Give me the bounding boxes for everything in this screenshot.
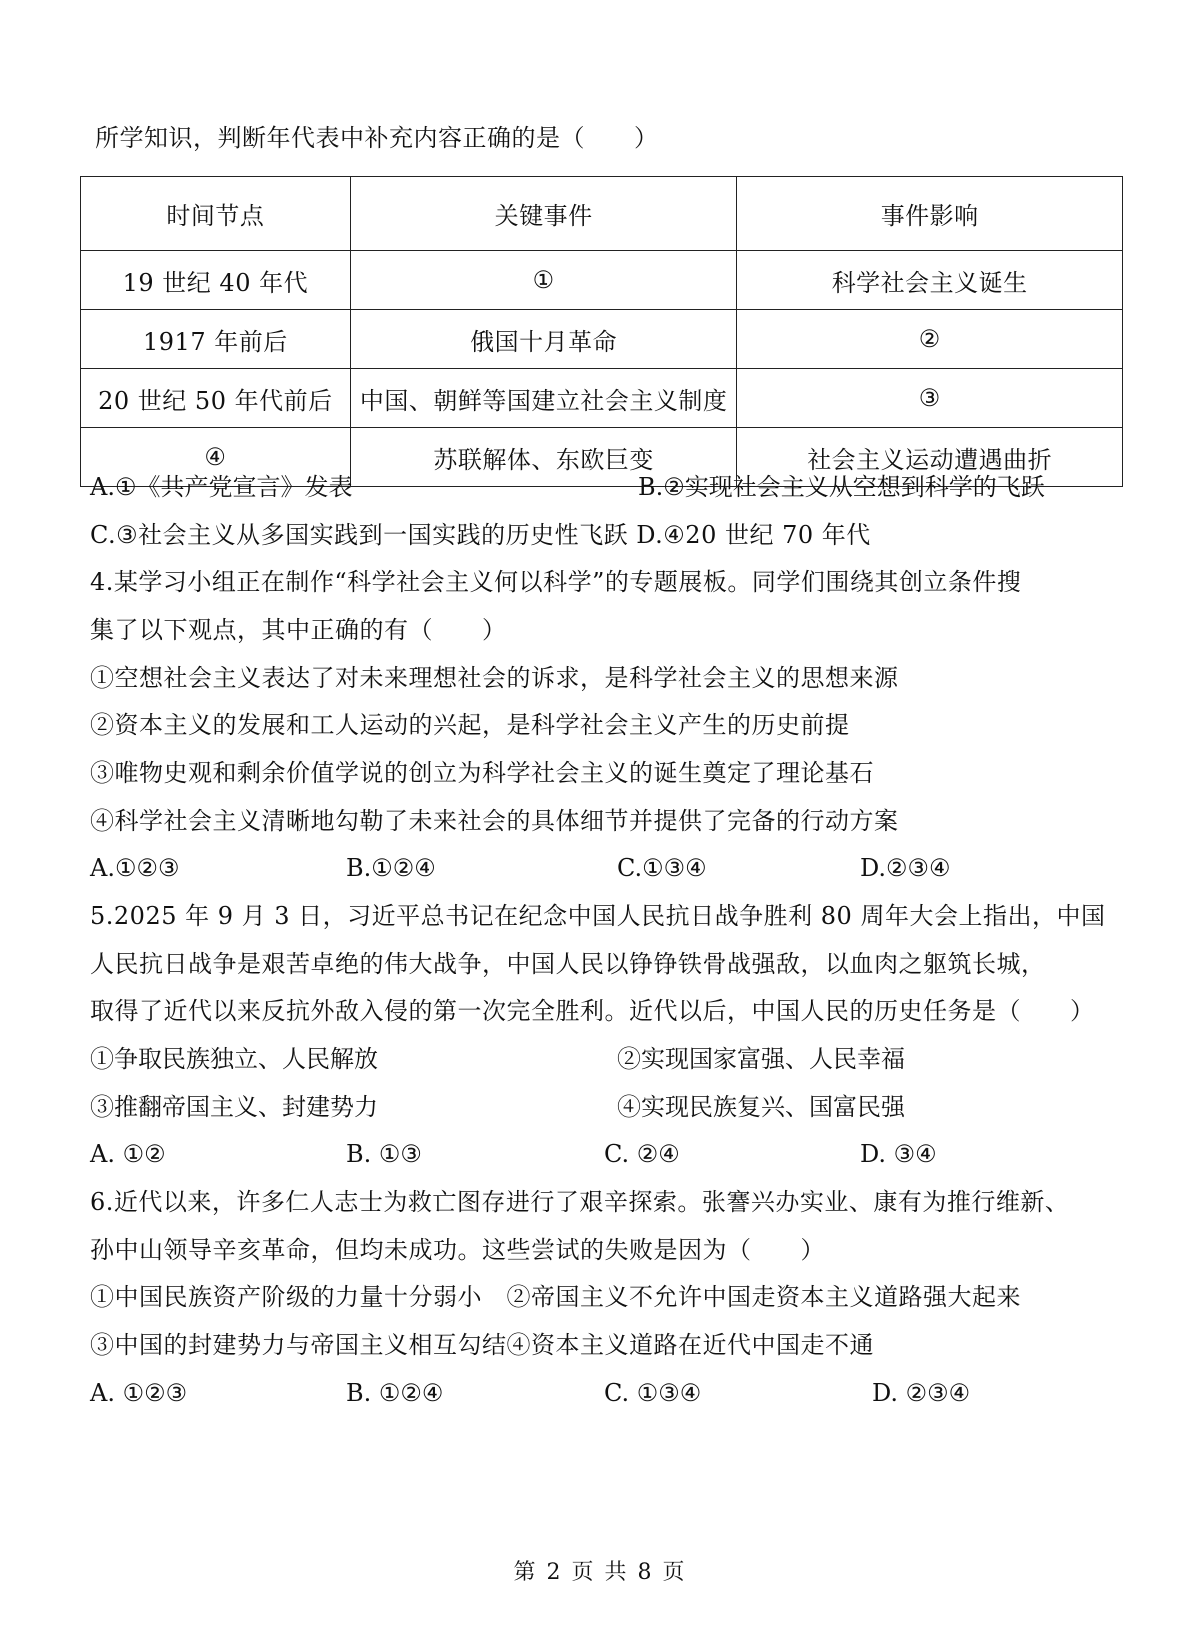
q4-statement: ④科学社会主义清晰地勾勒了未来社会的具体细节并提供了完备的行动方案 xyxy=(90,807,899,835)
q4-option-c: C.①③④ xyxy=(617,854,707,882)
q5-option-a: A. ①② xyxy=(90,1140,166,1168)
q4-stem: 4.某学习小组正在制作“科学社会主义何以科学”的专题展板。同学们围绕其创立条件搜 xyxy=(90,568,1022,596)
table-row xyxy=(81,251,1123,310)
table-cell: ④ xyxy=(81,428,351,487)
table-cell: ③ xyxy=(737,369,1123,428)
table-cell: 科学社会主义诞生 xyxy=(737,251,1123,310)
table-cell: ① xyxy=(350,251,737,310)
q5-stem: 人民抗日战争是艰苦卓绝的伟大战争，中国人民以铮铮铁骨战强敌，以血肉之躯筑长城， xyxy=(90,950,1046,978)
page-number: 第 2 页 共 8 页 xyxy=(513,1560,687,1585)
q6-option-a: A. ①②③ xyxy=(90,1379,188,1407)
q5-stem: 取得了近代以来反抗外敌入侵的第一次完全胜利。近代以后，中国人民的历史任务是（ ） xyxy=(90,997,1095,1025)
table-header-cell: 关键事件 xyxy=(350,177,737,251)
q5-option-c: C. ②④ xyxy=(604,1140,680,1168)
q4-statement: ③唯物史观和剩余价值学说的创立为科学社会主义的诞生奠定了理论基石 xyxy=(90,759,874,787)
table-cell: 社会主义运动遭遇曲折 xyxy=(737,428,1123,487)
q3-option-b: B.②实现社会主义从空想到科学的飞跃 xyxy=(638,473,1045,501)
table-cell: 中国、朝鲜等国建立社会主义制度 xyxy=(350,369,737,428)
q6-option-b: B. ①②④ xyxy=(346,1379,444,1407)
q5-statement: ②实现国家富强、人民幸福 xyxy=(617,1045,905,1073)
q5-statement: ①争取民族独立、人民解放 xyxy=(90,1045,378,1073)
table-cell: 19 世纪 40 年代 xyxy=(81,251,351,310)
q4-statement: ①空想社会主义表达了对未来理想社会的诉求，是科学社会主义的思想来源 xyxy=(90,664,899,692)
table-cell: ② xyxy=(737,310,1123,369)
table-row xyxy=(81,310,1123,369)
q4-option-a: A.①②③ xyxy=(90,854,180,882)
q3-stem-tail: 所学知识，判断年代表中补充内容正确的是（ ） xyxy=(95,124,659,152)
q5-stem: 5.2025 年 9 月 3 日，习近平总书记在纪念中国人民抗日战争胜利 80 周年大会上指出，中国 xyxy=(90,902,1106,930)
q6-option-c: C. ①③④ xyxy=(604,1379,702,1407)
table-cell: 俄国十月革命 xyxy=(350,310,737,369)
q3-option-cd: C.③社会主义从多国实践到一国实践的历史性飞跃 D.④20 世纪 70 年代 xyxy=(90,521,871,549)
q6-stem: 6.近代以来，许多仁人志士为救亡图存进行了艰辛探索。张謇兴办实业、康有为推行维新、 xyxy=(90,1188,1070,1216)
q5-statement: ④实现民族复兴、国富民强 xyxy=(617,1093,905,1121)
q6-statement: ③中国的封建势力与帝国主义相互勾结④资本主义道路在近代中国走不通 xyxy=(90,1331,874,1359)
q5-option-d: D. ③④ xyxy=(860,1140,937,1168)
q5-option-b: B. ①③ xyxy=(346,1140,422,1168)
table-header-row xyxy=(81,177,1123,251)
table-row xyxy=(81,369,1123,428)
timeline-table xyxy=(80,176,1123,487)
q6-statement: ①中国民族资产阶级的力量十分弱小 ②帝国主义不允许中国走资本主义道路强大起来 xyxy=(90,1283,1021,1311)
table-cell: 20 世纪 50 年代前后 xyxy=(81,369,351,428)
table-header-cell: 时间节点 xyxy=(81,177,351,251)
table-cell: 1917 年前后 xyxy=(81,310,351,369)
q5-statement: ③推翻帝国主义、封建势力 xyxy=(90,1093,378,1121)
q4-statement: ②资本主义的发展和工人运动的兴起，是科学社会主义产生的历史前提 xyxy=(90,711,850,739)
table-cell: 苏联解体、东欧巨变 xyxy=(350,428,737,487)
table-header-cell: 事件影响 xyxy=(737,177,1123,251)
q4-option-b: B.①②④ xyxy=(346,854,436,882)
q4-option-d: D.②③④ xyxy=(860,854,951,882)
q6-option-d: D. ②③④ xyxy=(872,1379,971,1407)
q6-stem: 孙中山领导辛亥革命，但均未成功。这些尝试的失败是因为（ ） xyxy=(90,1236,825,1264)
q3-option-a: A.①《共产党宣言》发表 xyxy=(90,473,353,501)
q4-stem: 集了以下观点，其中正确的有（ ） xyxy=(90,616,507,644)
